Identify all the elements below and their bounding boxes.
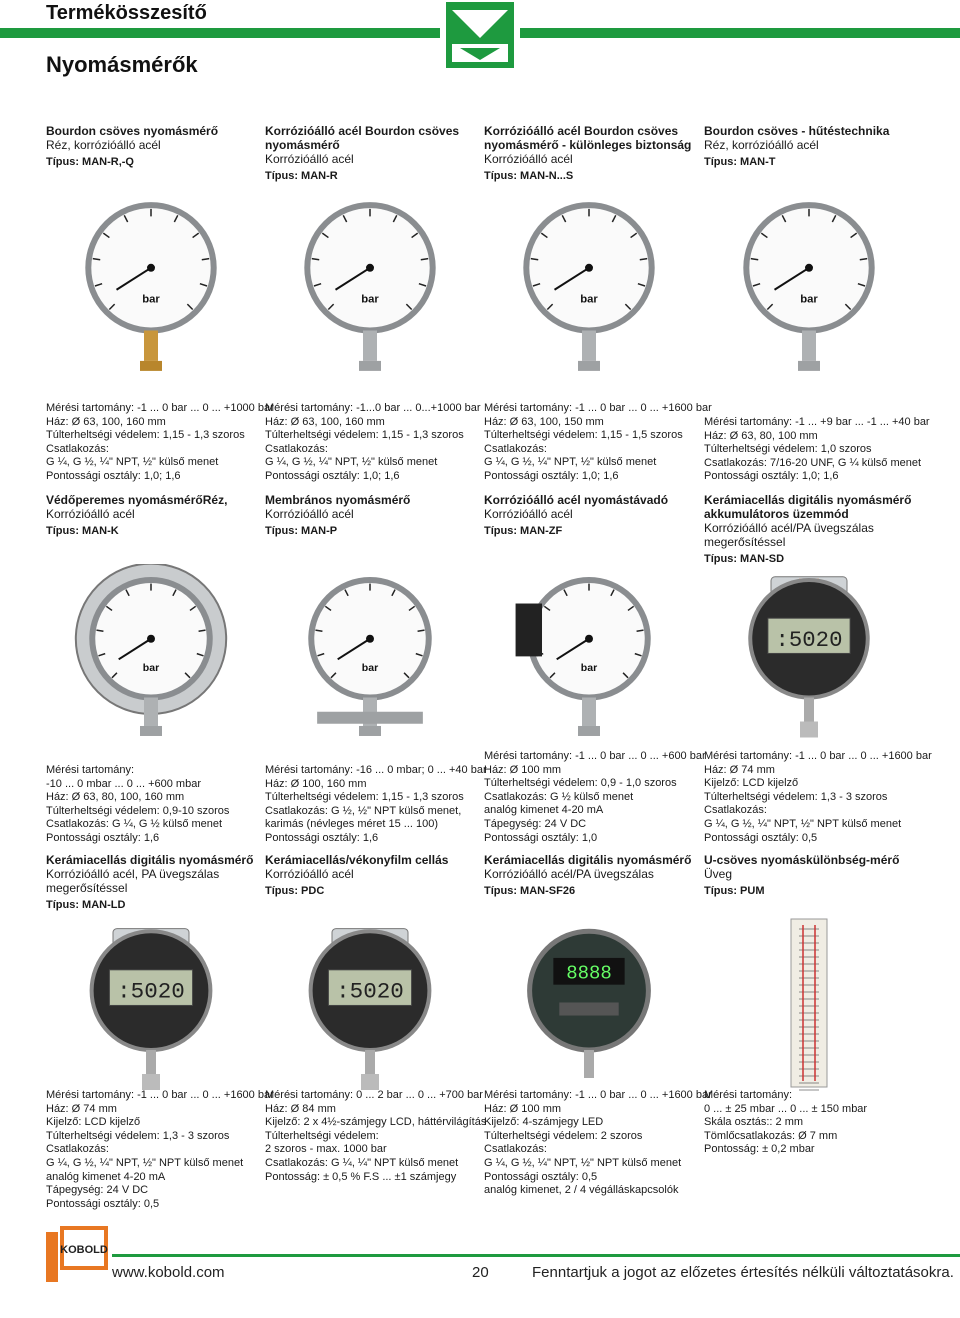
product-type: Típus: MAN-N...S <box>484 170 574 182</box>
product-title: akkumulátoros üzemmód <box>704 507 849 521</box>
product-image <box>275 915 465 1100</box>
svg-text::5020: :5020 <box>117 978 185 1005</box>
product-title: Kerámiacellás digitális nyomásmérő <box>704 493 912 507</box>
product-material: Üveg <box>704 867 733 881</box>
product-specs <box>484 1089 712 1198</box>
product-header <box>484 493 694 539</box>
footer-disclaimer: Fenntartjuk a jogot az előzetes értesítés nélküli változtatásokra. <box>532 1264 954 1281</box>
product-material: Korrózióálló acél/PA üvegszálas <box>484 867 654 881</box>
product-title: Korrózióálló acél nyomástávadó <box>484 493 669 507</box>
svg-text:bar: bar <box>142 293 160 306</box>
spec-line: Csatlakozás: G ½, ½" NPT külső menet, <box>265 804 462 817</box>
header-rule-left <box>0 28 440 38</box>
product-image <box>494 564 684 747</box>
spec-line: 2 szoros - max. 1000 bar <box>265 1143 387 1156</box>
spec-line: Mérési tartomány: -1 ... +9 bar ... -1 ... +40 bar <box>704 416 930 428</box>
spec-line: analóg kimenet 4-20 mA <box>484 804 604 817</box>
product-title: Kerámiacellás digitális nyomásmérő <box>484 853 692 867</box>
spec-line: Ház: Ø 100, 160 mm <box>265 777 367 790</box>
spec-line: Csatlakozás: G ¼, G ½ külső menet <box>46 818 223 831</box>
spec-line: Túlterheltségi védelem: 1,0 szoros <box>704 443 872 456</box>
spec-line: Mérési tartomány: -1 ... 0 bar ... 0 ... +1600 bar <box>46 1089 274 1101</box>
spec-line: Mérési tartomány: -1 ... 0 bar ... 0 ... +1600 bar <box>704 750 932 762</box>
spec-line: Ház: Ø 100 mm <box>484 1102 562 1115</box>
product-image <box>56 915 246 1100</box>
spec-line: Pontossági osztály: 0,5 <box>46 1197 160 1210</box>
spec-line: G ¼, G ½, ¼" NPT, ½" NPT külső menet <box>46 1156 244 1169</box>
spec-line: Mérési tartomány: -1...0 bar ... 0...+1000 bar <box>265 402 481 414</box>
product-title: Korrózióálló acél Bourdon csöves <box>484 124 679 138</box>
product-image <box>714 188 904 383</box>
spec-line: Pontossági osztály: 1,6 <box>46 831 160 844</box>
product-material: Réz, korrózióálló acél <box>704 138 819 152</box>
product-material: Korrózióálló acél <box>46 507 135 521</box>
product-header <box>484 124 694 184</box>
spec-line: Tápegység: 24 V DC <box>484 817 587 830</box>
product-specs <box>484 750 706 845</box>
product-specs <box>265 402 481 484</box>
product-specs <box>704 416 930 484</box>
product-header <box>46 853 256 913</box>
product-title: nyomásmérő <box>265 138 340 152</box>
footer-website[interactable]: www.kobold.com <box>112 1264 225 1281</box>
spec-line: 0 ... ± 25 mbar ... 0 ... ± 150 mbar <box>704 1102 868 1115</box>
product-title: Kerámiacellás/vékonyfilm cellás <box>265 853 449 867</box>
spec-line: G ¼, G ½, ¼" NPT, ½" külső menet <box>484 456 657 469</box>
product-image <box>494 188 684 383</box>
footer-rule <box>112 1254 960 1257</box>
spec-line: Ház: Ø 63, 100, 160 mm <box>46 415 166 428</box>
spec-line: Pontossági osztály: 1,0; 1,6 <box>46 469 181 482</box>
spec-line: Kijelző: 4-számjegy LED <box>484 1116 604 1129</box>
spec-line: Túlterheltségi védelem: 1,15 - 1,3 szoros <box>265 791 464 804</box>
product-type: Típus: MAN-ZF <box>484 525 563 537</box>
spec-line: analóg kimenet, 2 / 4 végálláskapcsolók <box>484 1184 679 1197</box>
product-title: Membrános nyomásmérő <box>265 493 411 507</box>
spec-line: Csatlakozás: <box>46 442 109 455</box>
spec-line: Mérési tartomány: -1 ... 0 bar ... 0 ... +1600 bar <box>484 402 712 414</box>
product-header <box>265 493 475 539</box>
spec-line: Csatlakozás: <box>46 1143 109 1156</box>
spec-line: -10 ... 0 mbar ... 0 ... +600 mbar <box>46 777 201 790</box>
product-specs <box>265 764 487 846</box>
spec-line: G ¼, G ½, ¼" NPT, ½" NPT külső menet <box>484 1156 682 1169</box>
product-image <box>275 564 465 747</box>
svg-text::5020: :5020 <box>775 626 843 653</box>
spec-line: Pontossági osztály: 0,5 <box>484 1170 598 1183</box>
product-image <box>714 564 904 747</box>
spec-line: Pontosság: ± 0,5 % F.S ... ±1 számjegy <box>265 1170 457 1183</box>
svg-text:bar: bar <box>361 662 379 675</box>
product-type: Típus: MAN-T <box>704 156 776 168</box>
spec-line: Túlterheltségi védelem: 0,9 - 1,0 szoros <box>484 777 677 790</box>
product-specs <box>265 1089 487 1184</box>
svg-text:bar: bar <box>800 293 818 306</box>
spec-line: Túlterheltségi védelem: 0,9-10 szoros <box>46 804 230 817</box>
spec-line: Túlterheltségi védelem: 1,15 - 1,5 szoros <box>484 429 683 442</box>
product-material: megerősítéssel <box>46 881 128 895</box>
brand-arrow-logo <box>446 2 514 68</box>
product-image <box>56 188 246 383</box>
spec-line: Mérési tartomány: <box>46 764 135 776</box>
section-title: Termékösszesítő <box>46 2 207 24</box>
spec-line: Kijelző: LCD kijelző <box>46 1116 141 1129</box>
product-material: Korrózióálló acél <box>265 867 354 881</box>
spec-line: Ház: Ø 63, 80, 100, 160 mm <box>46 791 185 804</box>
spec-line: Csatlakozás: <box>484 442 547 455</box>
spec-line: Csatlakozás: <box>265 442 328 455</box>
spec-line: Túlterheltségi védelem: 1,3 - 3 szoros <box>704 790 888 803</box>
svg-text:8888: 8888 <box>566 962 612 985</box>
spec-line: Mérési tartomány: 0 ... 2 bar ... 0 ... +700 bar <box>265 1089 483 1101</box>
page-number: 20 <box>472 1264 489 1281</box>
product-title: Védőperemes nyomásmérőRéz, <box>46 493 228 507</box>
spec-line: Túlterheltségi védelem: 1,15 - 1,3 szoros <box>46 429 245 442</box>
product-image <box>494 915 684 1100</box>
spec-line: Túlterheltségi védelem: 1,3 - 3 szoros <box>46 1129 230 1142</box>
spec-line: Mérési tartomány: -16 ... 0 mbar; 0 ... +40 bar <box>265 764 487 776</box>
product-material: Korrózióálló acél <box>265 507 354 521</box>
spec-line: Pontossági osztály: 0,5 <box>704 831 818 844</box>
product-specs <box>704 750 932 845</box>
product-material: Korrózióálló acél, PA üvegszálas <box>46 867 220 881</box>
product-type: Típus: PUM <box>704 885 765 897</box>
svg-text:bar: bar <box>580 662 598 675</box>
spec-line: Tápegység: 24 V DC <box>46 1184 149 1197</box>
product-header <box>265 853 475 899</box>
spec-line: Ház: Ø 84 mm <box>265 1102 336 1115</box>
spec-line: Ház: Ø 74 mm <box>704 763 775 776</box>
svg-text:bar: bar <box>361 293 379 306</box>
product-specs <box>484 402 712 484</box>
kobold-logo <box>46 1226 108 1284</box>
product-specs <box>46 764 256 846</box>
spec-line: Mérési tartomány: -1 ... 0 bar ... 0 ... +1600 bar <box>484 1089 712 1101</box>
svg-text:KOBOLD: KOBOLD <box>60 1244 108 1256</box>
product-title: Bourdon csöves nyomásmérő <box>46 124 219 138</box>
spec-line: Mérési tartomány: -1 ... 0 bar ... 0 ... +600 bar <box>484 750 706 762</box>
spec-line: Csatlakozás: <box>704 804 767 817</box>
product-material: Korrózióálló acél <box>484 507 573 521</box>
spec-line: Ház: Ø 63, 80, 100 mm <box>704 429 818 442</box>
spec-line: Pontosság: ± 0,2 mbar <box>704 1143 815 1156</box>
spec-line: G ¼, G ½, ¼" NPT, ½" külső menet <box>46 456 219 469</box>
spec-line: analóg kimenet 4-20 mA <box>46 1170 166 1183</box>
product-title: Korrózióálló acél Bourdon csöves <box>265 124 460 138</box>
spec-line: Túlterheltségi védelem: 2 szoros <box>484 1129 643 1142</box>
product-type: Típus: MAN-SF26 <box>484 885 576 897</box>
product-header <box>484 853 694 899</box>
product-header <box>46 493 256 539</box>
product-header <box>704 124 914 170</box>
spec-line: Pontossági osztály: 1,0; 1,6 <box>265 469 400 482</box>
spec-line: Skála osztás:: 2 mm <box>704 1116 804 1129</box>
product-title: Kerámiacellás digitális nyomásmérő <box>46 853 254 867</box>
spec-line: Ház: Ø 74 mm <box>46 1102 117 1115</box>
product-type: Típus: PDC <box>265 885 325 897</box>
product-title: nyomásmérő - különleges biztonság <box>484 138 692 152</box>
svg-text:bar: bar <box>580 293 598 306</box>
product-material: megerősítéssel <box>704 535 786 549</box>
product-image <box>275 188 465 383</box>
spec-line: Csatlakozás: G ½ külső menet <box>484 790 634 803</box>
product-image <box>714 915 904 1100</box>
spec-line: Ház: Ø 100 mm <box>484 763 562 776</box>
product-header <box>704 493 914 567</box>
spec-line: karimás (névleges méret 15 ... 100) <box>265 818 439 831</box>
spec-line: Ház: Ø 63, 100, 150 mm <box>484 415 604 428</box>
product-specs <box>46 402 274 484</box>
spec-line: Pontossági osztály: 1,0; 1,6 <box>704 470 839 483</box>
product-material: Réz, korrózióálló acél <box>46 138 161 152</box>
product-specs <box>704 1089 914 1157</box>
product-type: Típus: MAN-LD <box>46 899 126 911</box>
spec-line: Mérési tartomány: <box>704 1089 793 1101</box>
product-material: Korrózióálló acél/PA üvegszálas <box>704 521 874 535</box>
product-header <box>265 124 475 184</box>
spec-line: Csatlakozás: <box>484 1143 547 1156</box>
product-specs <box>46 1089 274 1211</box>
spec-line: Csatlakozás: G ¼, ¼" NPT külső menet <box>265 1156 459 1169</box>
spec-line: Csatlakozás: 7/16-20 UNF, G ¼ külső menet <box>704 456 922 469</box>
spec-line: Ház: Ø 63, 100, 160 mm <box>265 415 385 428</box>
product-type: Típus: MAN-R,-Q <box>46 156 134 168</box>
spec-line: Túlterheltségi védelem: <box>265 1129 379 1142</box>
spec-line: G ¼, G ½, ¼" NPT, ½" NPT külső menet <box>704 817 902 830</box>
page-title: Nyomásmérők <box>46 52 198 77</box>
product-type: Típus: MAN-SD <box>704 553 785 565</box>
spec-line: Pontossági osztály: 1,6 <box>265 831 379 844</box>
spec-line: G ¼, G ½, ¼" NPT, ½" külső menet <box>265 456 438 469</box>
product-type: Típus: MAN-R <box>265 170 338 182</box>
svg-text::5020: :5020 <box>336 978 404 1005</box>
header-rule-right <box>520 28 960 38</box>
product-type: Típus: MAN-P <box>265 525 338 537</box>
product-image <box>56 564 246 747</box>
spec-line: Mérési tartomány: -1 ... 0 bar ... 0 ... +1000 bar <box>46 402 274 414</box>
spec-line: Tömlőcsatlakozás: Ø 7 mm <box>704 1129 838 1142</box>
svg-text:bar: bar <box>142 662 160 675</box>
product-header <box>46 124 256 170</box>
product-title: Bourdon csöves - hűtéstechnika <box>704 124 890 138</box>
spec-line: Pontossági osztály: 1,0 <box>484 831 598 844</box>
spec-line: Pontossági osztály: 1,0; 1,6 <box>484 469 619 482</box>
spec-line: Kijelző: 2 x 4½-számjegy LCD, háttérvilágítás <box>265 1116 487 1129</box>
spec-line: Kijelző: LCD kijelző <box>704 777 799 790</box>
product-type: Típus: MAN-K <box>46 525 119 537</box>
product-header <box>704 853 914 899</box>
product-title: U-csöves nyomáskülönbség-mérő <box>704 853 900 867</box>
product-material: Korrózióálló acél <box>484 152 573 166</box>
product-material: Korrózióálló acél <box>265 152 354 166</box>
spec-line: Túlterheltségi védelem: 1,15 - 1,3 szoros <box>265 429 464 442</box>
